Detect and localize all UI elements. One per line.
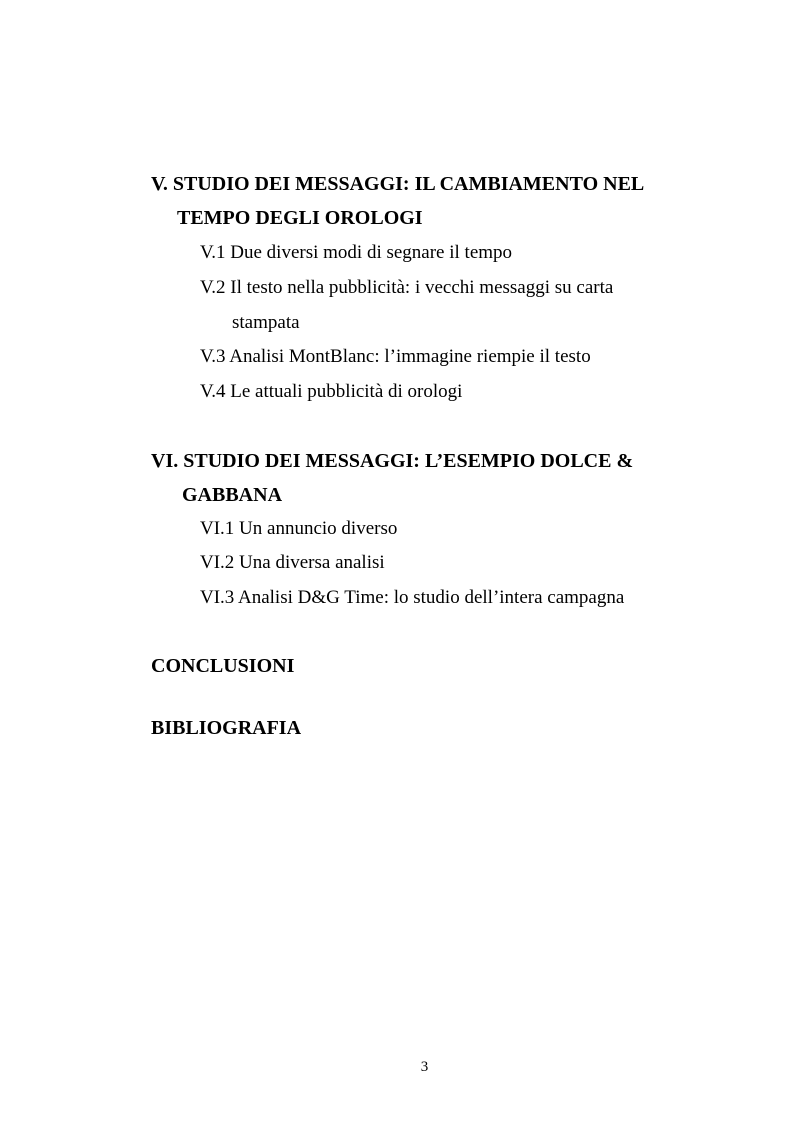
- toc-entry-v1: V.1 Due diversi modi di segnare il tempo: [200, 242, 513, 263]
- toc-entry-vi1: VI.1 Un annuncio diverso: [200, 518, 398, 539]
- toc-entry-v2: V.2 Il testo nella pubblicità: i vecchi messaggi su carta: [200, 277, 614, 298]
- toc-heading-section-vi-continued: GABBANA: [182, 484, 283, 506]
- page-number: 3: [420, 1059, 429, 1075]
- toc-entry-v4: V.4 Le attuali pubblicità di orologi: [200, 381, 463, 402]
- toc-entry-vi2: VI.2 Una diversa analisi: [200, 552, 385, 573]
- toc-entry-vi3: VI.3 Analisi D&G Time: lo studio dell’intera campagna: [200, 587, 625, 608]
- toc-heading-section-v-continued: TEMPO DEGLI OROLOGI: [177, 207, 423, 229]
- toc-heading-conclusioni: CONCLUSIONI: [151, 655, 295, 677]
- toc-heading-bibliografia: BIBLIOGRAFIA: [151, 717, 302, 739]
- toc-heading-section-vi: VI. STUDIO DEI MESSAGGI: L’ESEMPIO DOLCE &: [151, 450, 634, 472]
- toc-entry-v2-continued: stampata: [232, 312, 300, 333]
- toc-heading-section-v: V. STUDIO DEI MESSAGGI: IL CAMBIAMENTO NEL: [151, 173, 645, 195]
- toc-entry-v3: V.3 Analisi MontBlanc: l’immagine riempie il testo: [200, 346, 591, 367]
